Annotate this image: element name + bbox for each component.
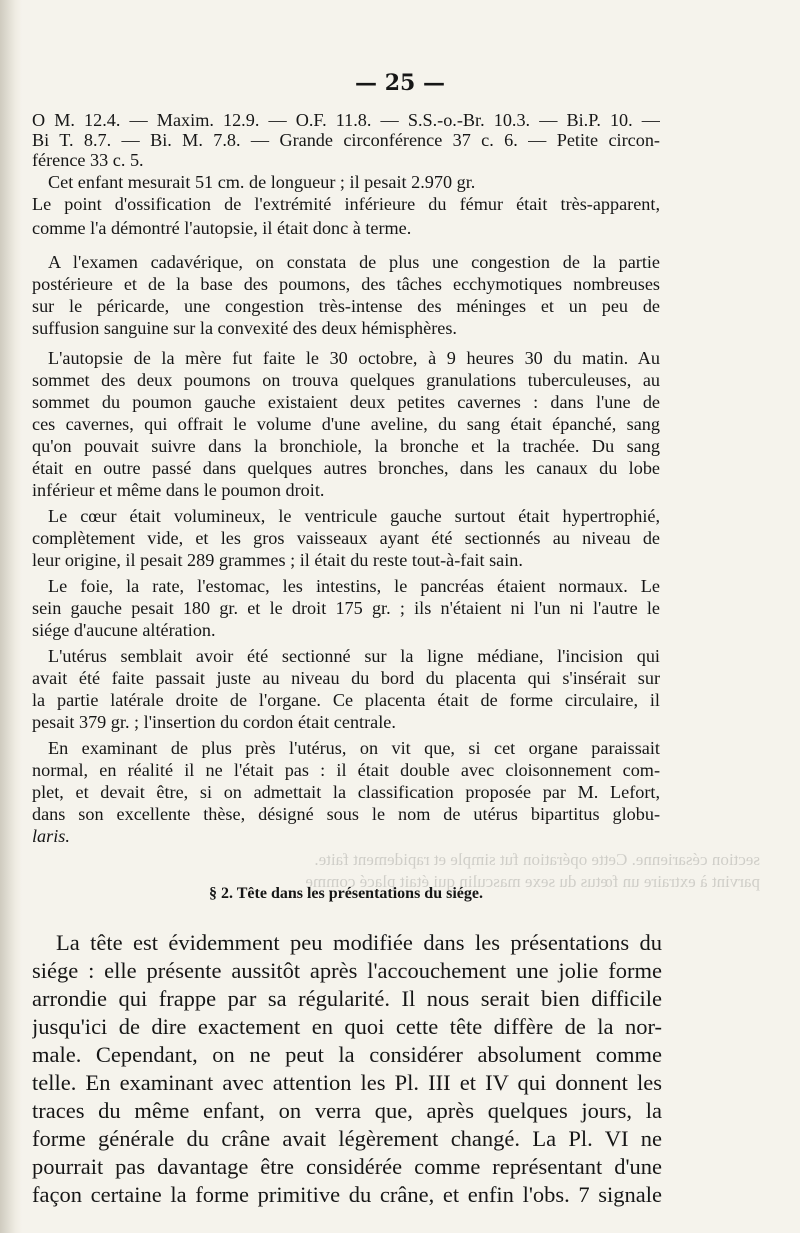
text-line: leur origine, il pesait 289 grammes ; il était du reste tout-à-fait sain.	[32, 550, 523, 570]
text-line: avait été faite passait juste au niveau du bord du placenta qui s'insérait sur	[32, 668, 660, 688]
text-line: façon certaine la forme primitive du crâne, et enfin l'obs. 7 signale	[32, 1182, 662, 1207]
text-line: sur le péricarde, une congestion très-intense des méninges et un peu de	[32, 296, 660, 316]
text-line: férence 33 c. 5.	[32, 150, 144, 170]
text-line: L'autopsie de la mère fut faite le 30 octobre, à 9 heures 30 du matin. Au	[48, 348, 660, 368]
text-line: sein gauche pesait 180 gr. et le droit 175 gr. ; ils n'étaient ni l'un ni l'autre le	[32, 598, 660, 618]
text-line: forme générale du crâne avait légèrement changé. La Pl. VI ne	[32, 1126, 662, 1151]
text-line: inférieur et même dans le poumon droit.	[32, 480, 325, 500]
text-line: telle. En examinant avec attention les Pl. III et IV qui donnent les	[32, 1070, 662, 1095]
show-through-text: section césarienne. Cette opération fut simple et rapidement faite.	[314, 850, 760, 869]
text-line: ces cavernes, qui offrait le volume d'une aveline, du sang était épanché, sang	[32, 414, 660, 434]
text-line: la partie latérale droite de l'organe. Ce placenta était de forme circulaire, il	[32, 690, 660, 710]
text-line: laris.	[32, 826, 70, 846]
text-line: complètement vide, et les gros vaisseaux ayant été sectionnés au niveau de	[32, 528, 660, 548]
text-line: traces du même enfant, on verra que, après quelques jours, la	[32, 1098, 662, 1123]
text-line: Le point d'ossification de l'extrémité inférieure du fémur était très-apparent,	[32, 194, 660, 214]
text-line: Bi T. 8.7. — Bi. M. 7.8. — Grande circonférence 37 c. 6. — Petite circon-	[32, 130, 660, 150]
text-line: male. Cependant, on ne peut la considérer absolument comme	[32, 1042, 662, 1067]
text-line: normal, en réalité il ne l'était pas : il était double avec cloisonnement com-	[32, 760, 660, 780]
text-line: qu'on pouvait suivre dans la bronchiole, la bronche et la trachée. Du sang	[32, 436, 660, 456]
page-binding-shadow	[0, 0, 22, 1233]
text-line: dans son excellente thèse, désigné sous le nom de utérus bipartitus globu-	[32, 804, 660, 824]
text-line: Le cœur était volumineux, le ventricule gauche surtout était hypertrophié,	[48, 506, 660, 526]
section-heading: § 2. Tête dans les présentations du siége.	[209, 885, 483, 902]
text-line: A l'examen cadavérique, on constata de plus une congestion de la partie	[48, 252, 660, 272]
text-line: suffusion sanguine sur la convexité des deux hémisphères.	[32, 318, 457, 338]
text-line: Le foie, la rate, l'estomac, les intestins, le pancréas étaient normaux. Le	[48, 576, 660, 596]
text-line: La tête est évidemment peu modifiée dans les présentations du	[56, 930, 662, 955]
text-line: siége d'aucune altération.	[32, 620, 216, 640]
text-line: sommet des deux poumons on trouva quelques granulations tuberculeuses, au	[32, 370, 660, 390]
show-through-text: parvint à extraire un fœtus du sexe masculin qui était placé comme	[305, 872, 760, 891]
text-line: L'utérus semblait avoir été sectionné sur la ligne médiane, l'incision qui	[48, 646, 660, 666]
text-line: sommet du poumon gauche existaient deux petites cavernes : dans l'une de	[32, 392, 660, 412]
text-line: plet, et devait être, si on admettait la classification proposée par M. Lefort,	[32, 782, 660, 802]
text-line: pesait 379 gr. ; l'insertion du cordon était centrale.	[32, 712, 396, 732]
text-line: comme l'a démontré l'autopsie, il était donc à terme.	[32, 218, 412, 238]
text-line: pourrait pas davantage être considérée comme représentant d'une	[32, 1154, 662, 1179]
text-line: jusqu'ici de dire exactement en quoi cette tête diffère de la nor-	[32, 1014, 662, 1039]
text-line: arrondie qui frappe par sa régularité. Il nous serait bien difficile	[32, 986, 662, 1011]
text-line: postérieure et de la base des poumons, des tâches ecchymotiques nombreuses	[32, 274, 660, 294]
page-number: — 25 —	[355, 70, 445, 96]
text-line: O M. 12.4. — Maxim. 12.9. — O.F. 11.8. — S.S.-o.-Br. 10.3. — Bi.P. 10. —	[32, 110, 660, 130]
text-line: Cet enfant mesurait 51 cm. de longueur ; il pesait 2.970 gr.	[48, 172, 476, 192]
text-line: En examinant de plus près l'utérus, on vit que, si cet organe paraissait	[48, 738, 660, 758]
text-line: était en outre passé dans quelques autres bronches, dans les canaux du lobe	[32, 458, 660, 478]
text-line: siége : elle présente aussitôt après l'accouchement une jolie forme	[32, 958, 662, 983]
